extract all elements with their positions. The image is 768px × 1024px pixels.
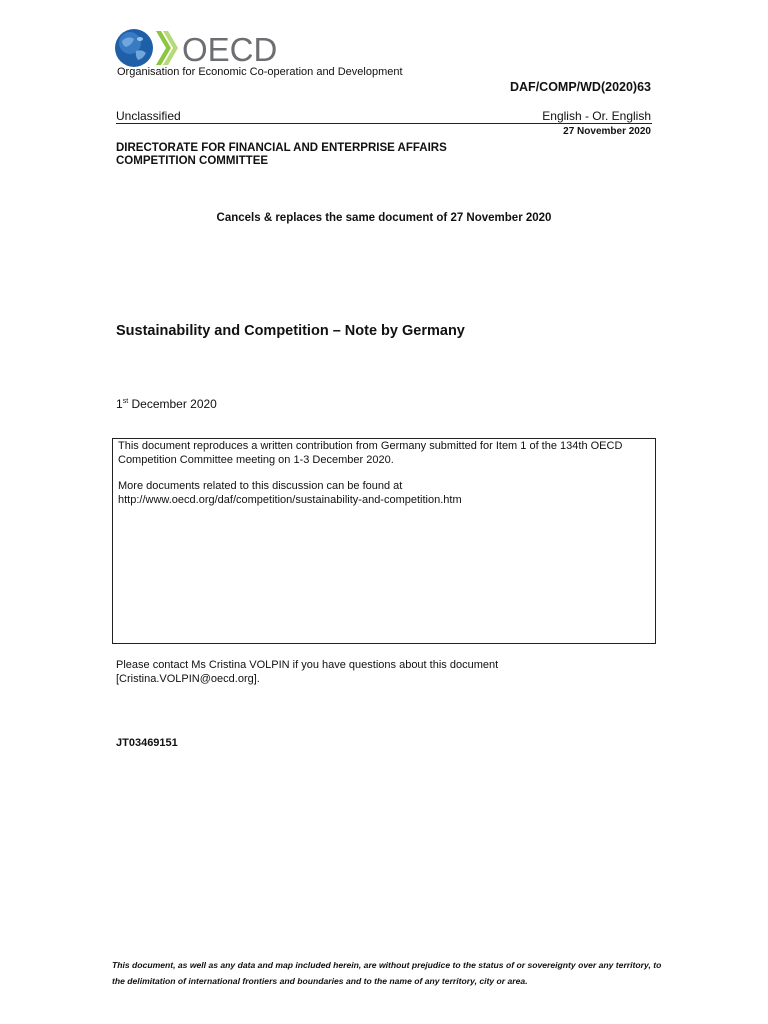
header-divider — [116, 123, 652, 124]
document-date: 27 November 2020 — [563, 126, 651, 137]
meeting-date-suffix: st — [122, 398, 129, 405]
info-paragraph-links — [118, 480, 650, 507]
meeting-date — [116, 397, 217, 411]
language-label: English - Or. English — [542, 109, 651, 123]
info-box — [112, 438, 656, 644]
committee-name: COMPETITION COMMITTEE — [116, 155, 269, 167]
meeting-date-rest: December 2020 — [128, 397, 217, 411]
info-links-intro: More documents related to this discussion can be found at — [118, 480, 403, 492]
contact-line: Please contact Ms Cristina VOLPIN if you have questions about this document — [116, 659, 499, 671]
job-number: JT03469151 — [116, 737, 178, 749]
contact-email-link[interactable]: [Cristina.VOLPIN@oecd.org]. — [116, 673, 260, 685]
document-code: DAF/COMP/WD(2020)63 — [510, 80, 651, 94]
meeting-date-day: 1 — [116, 397, 123, 411]
contact-info — [116, 658, 498, 686]
directorate-name: DIRECTORATE FOR FINANCIAL AND ENTERPRISE AFFAIRS — [116, 142, 447, 154]
chevron-icon — [156, 31, 178, 65]
organisation-name: Organisation for Economic Co-operation and Development — [117, 66, 403, 78]
classification-label: Unclassified — [116, 109, 181, 123]
info-paragraph: This document reproduces a written contribution from Germany submitted for Item 1 of the 134th OECD Competition Committee meeting on 1-3 December 2020. — [118, 440, 623, 466]
cancels-note: Cancels & replaces the same document of 27 November 2020 — [216, 212, 552, 224]
oecd-logo — [114, 27, 294, 69]
disclaimer: This document, as well as any data and map included herein, are without prejudice to the status of or sovereignty over any territory, to the delimitation of international frontiers and boundaries and to the name of any territory, city or area. — [112, 960, 662, 986]
logo-text: OECD — [182, 31, 278, 68]
document-title: Sustainability and Competition – Note by Germany — [116, 323, 465, 339]
globe-icon — [115, 29, 153, 67]
discussion-url-link[interactable]: http://www.oecd.org/daf/competition/sustainability-and-competition.htm — [118, 493, 462, 506]
